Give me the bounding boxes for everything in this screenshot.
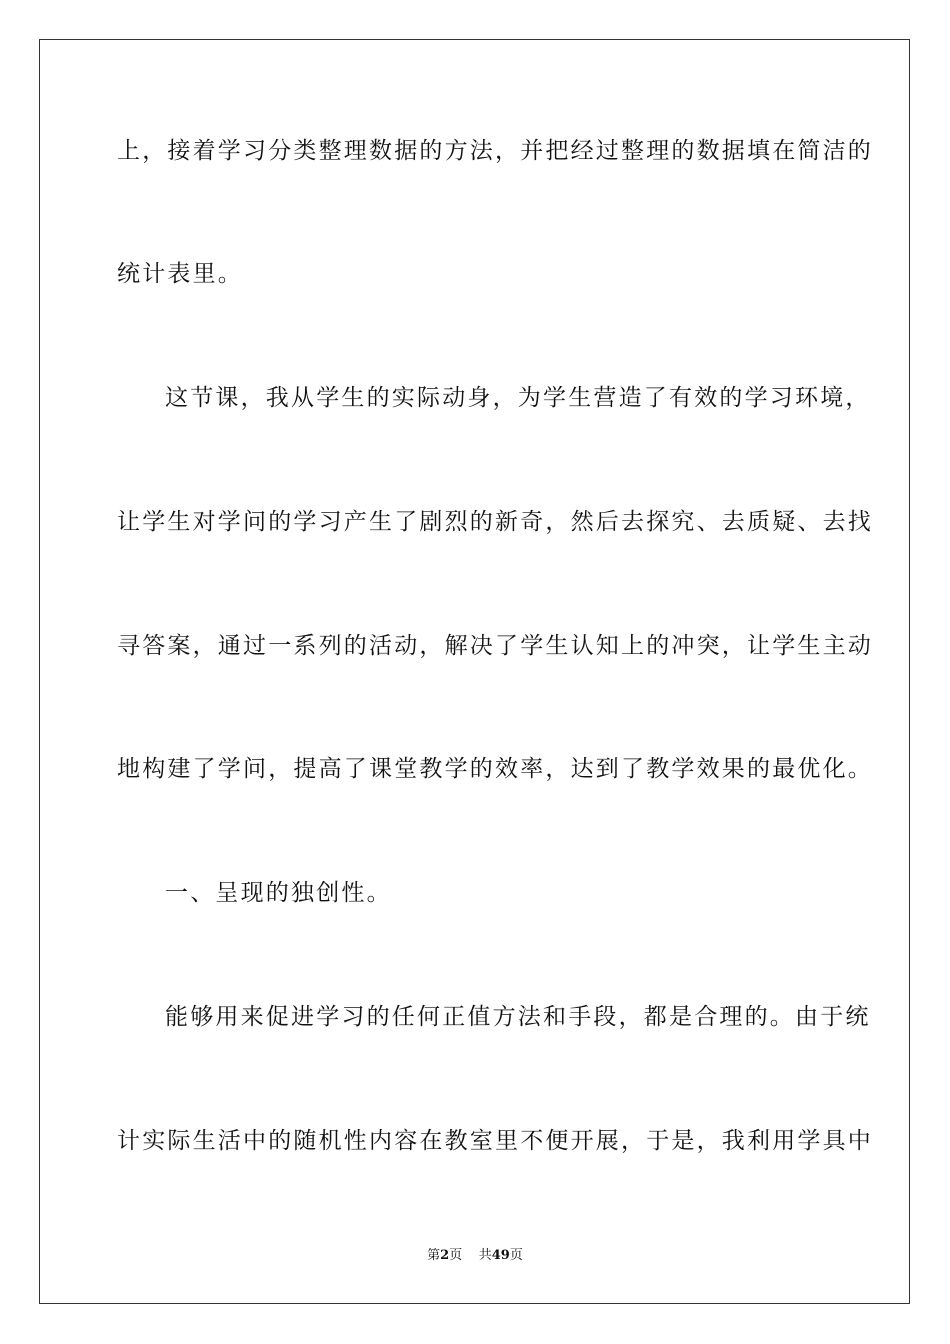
footer-page-prefix: 第 [427,1248,441,1263]
text-line-2: 统计表里。 [117,261,243,287]
text-line-5: 寻答案，通过一系列的活动，解决了学生认知上的冲突，让学生主动 [117,633,873,659]
paragraph-start-line-3: 这节课，我从学生的实际动身，为学生营造了有效的学习环境， [165,385,871,411]
text-line-4: 让学生对学问的学习产生了剧烈的新奇，然后去探究、去质疑、去找 [117,509,873,535]
paragraph-start-line-8: 能够用来促进学习的任何正值方法和手段，都是合理的。由于统 [165,1004,871,1030]
footer-total-pages: 49 [491,1248,510,1263]
page-border [39,39,910,1304]
text-line-6: 地构建了学问，提高了课堂教学的效率，达到了教学效果的最优化。 [117,756,873,782]
footer-page-suffix: 页 [449,1248,463,1263]
section-heading: 一、呈现的独创性。 [165,880,392,906]
footer-total-prefix: 共 [478,1248,492,1263]
text-line-9: 计实际生活中的随机性内容在教室里不便开展，于是，我利用学具中 [117,1128,873,1154]
page-footer [0,1247,950,1265]
text-line-1: 上，接着学习分类整理数据的方法，并把经过整理的数据填在简洁的 [117,138,873,164]
footer-total-suffix: 页 [509,1248,523,1263]
footer-page-number: 2 [440,1248,450,1263]
